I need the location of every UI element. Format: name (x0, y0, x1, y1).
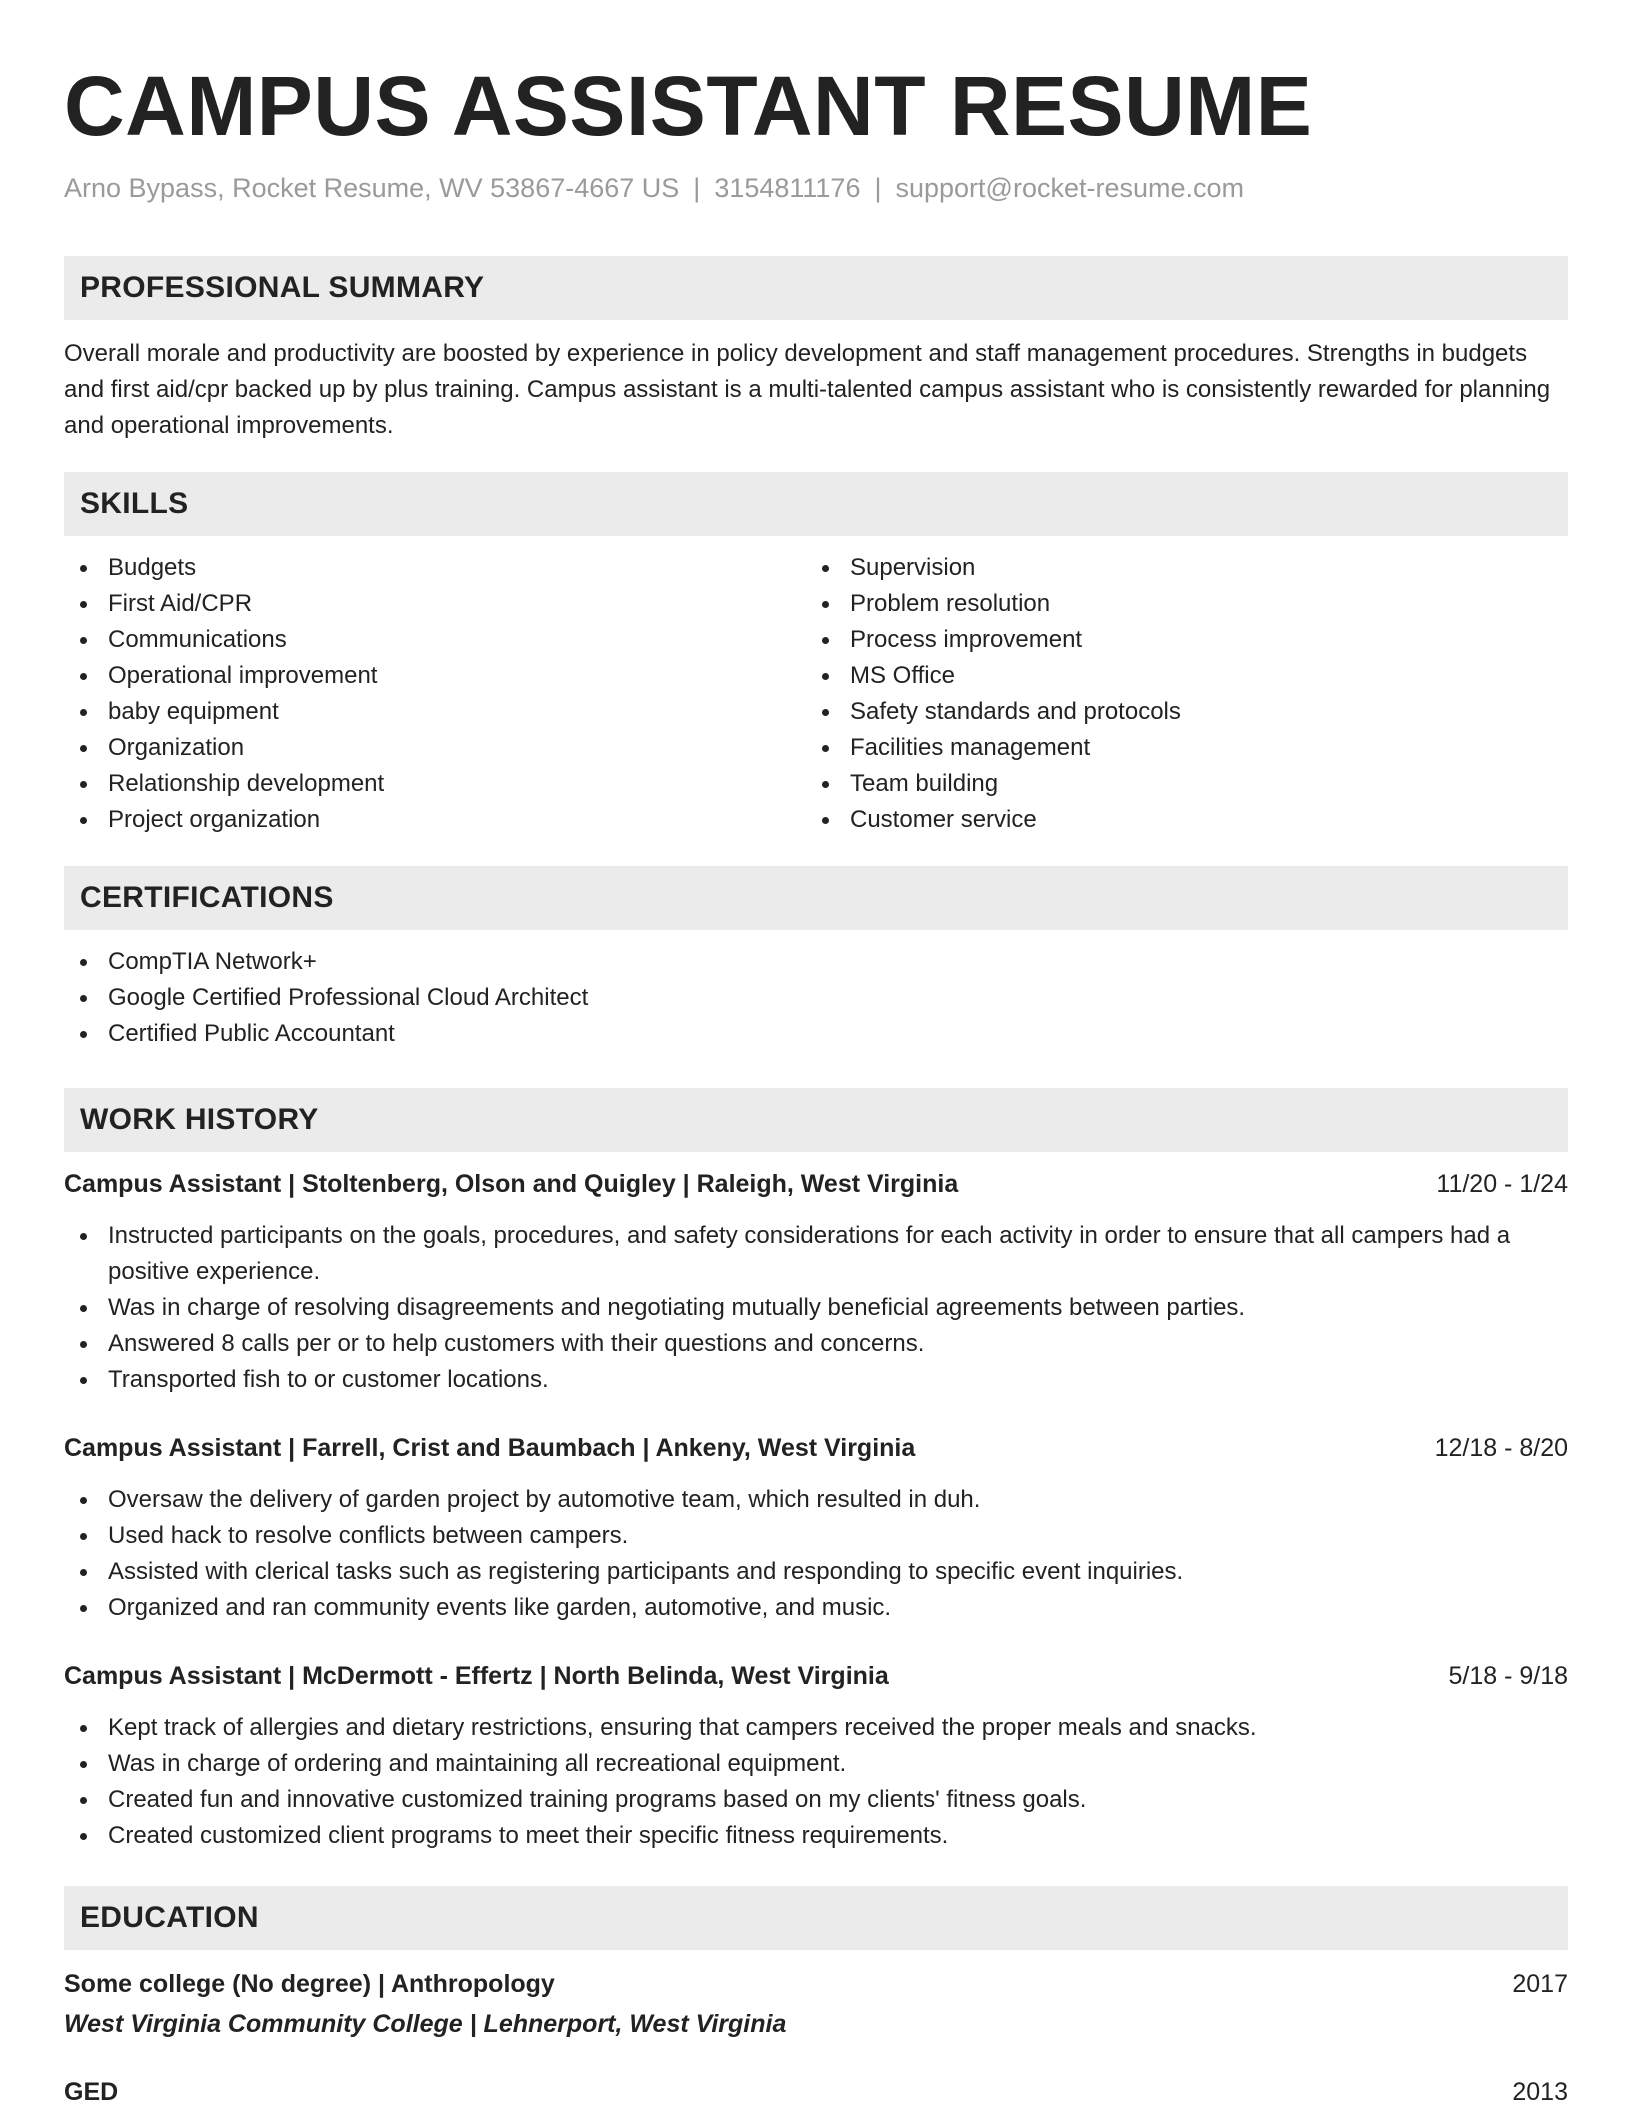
section-header-summary: PROFESSIONAL SUMMARY (64, 256, 1568, 320)
education-entry (64, 2074, 1568, 2110)
education-header (64, 2074, 1568, 2110)
resume-page (64, 0, 1568, 2110)
section-header-work-history: WORK HISTORY (64, 1088, 1568, 1152)
skill-item: Communications (64, 622, 806, 658)
education-school: West Virginia Community College | Lehnerport, West Virginia (64, 2010, 787, 2038)
skill-item: Relationship development (64, 766, 806, 802)
job-bullet: Created fun and innovative customized training programs based on my clients' fitness goals. (64, 1782, 1568, 1818)
job-title: Campus Assistant | Farrell, Crist and Baumbach | Ankeny, West Virginia (64, 1434, 916, 1462)
skill-item: Problem resolution (806, 586, 1548, 622)
skill-item: Operational improvement (64, 658, 806, 694)
job-bullets (64, 1218, 1568, 1398)
contact-line (64, 170, 1568, 206)
job-bullet: Kept track of allergies and dietary restrictions, ensuring that campers received the proper meals and snacks. (64, 1710, 1568, 1746)
skill-item: baby equipment (64, 694, 806, 730)
education-year: 2013 (1512, 2078, 1568, 2106)
job-dates: 12/18 - 8/20 (1434, 1434, 1568, 1462)
job-entry (64, 1166, 1568, 1398)
contact-address: Arno Bypass, Rocket Resume, WV 53867-4667 US (64, 173, 680, 203)
skill-item: Budgets (64, 550, 806, 586)
education-degree: GED (64, 2078, 119, 2106)
certifications-list (64, 944, 1568, 1052)
contact-separator: | (693, 173, 701, 203)
job-dates: 11/20 - 1/24 (1436, 1170, 1568, 1198)
job-bullet: Organized and ran community events like garden, automotive, and music. (64, 1590, 1568, 1626)
contact-email: support@rocket-resume.com (895, 173, 1245, 203)
skill-item: First Aid/CPR (64, 586, 806, 622)
skills-column-right (806, 550, 1548, 838)
job-bullets (64, 1482, 1568, 1626)
job-bullet: Transported fish to or customer locations. (64, 1362, 1568, 1398)
job-header (64, 1658, 1568, 1694)
job-bullet: Created customized client programs to meet their specific fitness requirements. (64, 1818, 1568, 1854)
contact-separator: | (874, 173, 882, 203)
skill-item: Team building (806, 766, 1548, 802)
job-bullet: Answered 8 calls per or to help customers with their questions and concerns. (64, 1326, 1568, 1362)
section-header-skills: SKILLS (64, 472, 1568, 536)
certification-item: Google Certified Professional Cloud Architect (64, 980, 1568, 1016)
section-header-education: EDUCATION (64, 1886, 1568, 1950)
skills-list (64, 550, 1568, 838)
education-year: 2017 (1512, 1970, 1568, 1998)
education-degree: Some college (No degree) | Anthropology (64, 1970, 555, 1998)
skill-item: Project organization (64, 802, 806, 838)
skill-item: Safety standards and protocols (806, 694, 1548, 730)
skill-item: Customer service (806, 802, 1548, 838)
job-title: Campus Assistant | Stoltenberg, Olson and Quigley | Raleigh, West Virginia (64, 1170, 959, 1198)
education-header (64, 1966, 1568, 2002)
job-header (64, 1166, 1568, 1202)
skills-column-left (64, 550, 806, 838)
job-bullet: Assisted with clerical tasks such as registering participants and responding to specific event inquiries. (64, 1554, 1568, 1590)
job-bullet: Instructed participants on the goals, procedures, and safety considerations for each activity in order to ensure that all campers had a positive experience. (64, 1218, 1568, 1290)
skill-item: Facilities management (806, 730, 1548, 766)
resume-title: CAMPUS ASSISTANT RESUME (64, 59, 1313, 153)
job-entry (64, 1658, 1568, 1854)
skill-item: Supervision (806, 550, 1548, 586)
job-bullet: Used hack to resolve conflicts between campers. (64, 1518, 1568, 1554)
education-entry (64, 1966, 1568, 2042)
skill-item: Organization (64, 730, 806, 766)
job-bullets (64, 1710, 1568, 1854)
job-bullet: Was in charge of ordering and maintaining all recreational equipment. (64, 1746, 1568, 1782)
job-bullet: Oversaw the delivery of garden project by automotive team, which resulted in duh. (64, 1482, 1568, 1518)
contact-phone: 3154811176 (714, 173, 861, 203)
job-entry (64, 1430, 1568, 1626)
section-header-certifications: CERTIFICATIONS (64, 866, 1568, 930)
skill-item: MS Office (806, 658, 1548, 694)
skill-item: Process improvement (806, 622, 1548, 658)
job-title: Campus Assistant | McDermott - Effertz | North Belinda, West Virginia (64, 1662, 889, 1690)
job-header (64, 1430, 1568, 1466)
summary-text: Overall morale and productivity are boosted by experience in policy development and staff management procedures. Strengths in budgets and first aid/cpr backed up by plus training. Campus assistant is a multi-talented campus assistant who is consistently rewarded for planning and operational improvements. (64, 340, 1551, 439)
certification-item: CompTIA Network+ (64, 944, 1568, 980)
job-dates: 5/18 - 9/18 (1448, 1662, 1568, 1690)
job-bullet: Was in charge of resolving disagreements and negotiating mutually beneficial agreements between parties. (64, 1290, 1568, 1326)
certification-item: Certified Public Accountant (64, 1016, 1568, 1052)
